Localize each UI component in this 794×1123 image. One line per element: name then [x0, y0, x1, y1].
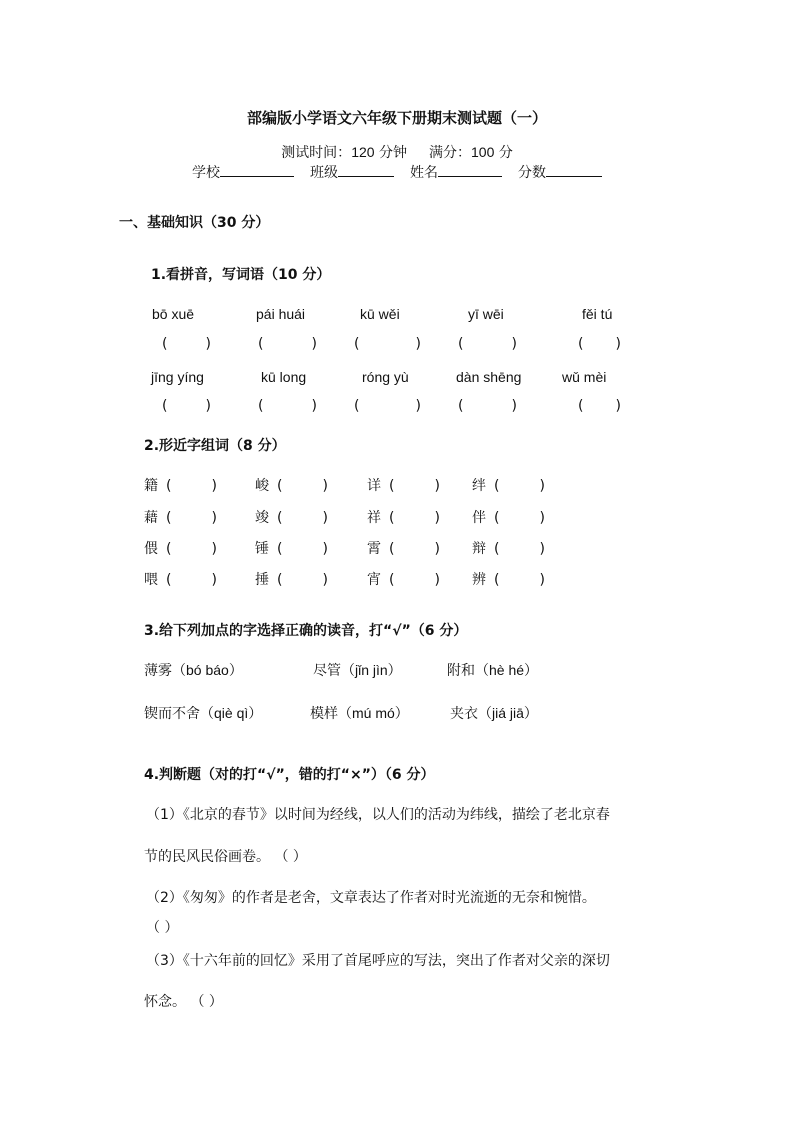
similar-char: 辨 [472, 572, 486, 588]
close-paren: ) [211, 541, 217, 557]
open-paren: ( [389, 510, 395, 526]
close-paren: ) [539, 541, 545, 557]
close-paren: ) [434, 572, 440, 588]
similar-char: 峻 [255, 478, 269, 494]
similar-char: 宵 [367, 572, 381, 588]
similar-char-item[interactable] [255, 569, 328, 589]
reading-options[interactable]: （bó báo） [172, 662, 243, 678]
similar-char-item[interactable] [472, 507, 545, 527]
judgment-item-3: （3）《十六年前的回忆》采用了首尾呼应的写法，突出了作者对父亲的深切 [146, 953, 610, 969]
similar-char-item[interactable] [255, 475, 328, 495]
close-paren: ) [211, 510, 217, 526]
pinyin-item: fěi tú [582, 306, 613, 322]
similar-char: 辩 [472, 541, 486, 557]
similar-char: 偎 [144, 541, 158, 557]
similar-char: 藉 [144, 510, 158, 526]
similar-char-item[interactable] [144, 507, 217, 527]
reading-choice-item: 夹衣（jiá jiā） [450, 705, 538, 722]
time-label: 测试时间： [281, 145, 352, 161]
judgment-item-3-cont[interactable]: 怀念。 （ ） [144, 994, 223, 1010]
similar-char: 霄 [367, 541, 381, 557]
close-paren: ) [322, 541, 328, 557]
close-paren: ) [539, 510, 545, 526]
close-paren: ) [211, 572, 217, 588]
similar-char: 竣 [255, 510, 269, 526]
similar-char-item[interactable] [255, 538, 328, 558]
section-heading-basic: 一、基础知识（30 分） [119, 215, 270, 231]
judgment-item-2: （2）《匆匆》的作者是老舍，文章表达了作者对时光流逝的无奈和惋惜。 [146, 890, 596, 906]
pinyin-item: pái huái [256, 306, 306, 322]
reading-choice-item: 尽管（jǐn jìn） [313, 662, 402, 679]
q1-heading: 1.看拼音，写词语（10 分） [151, 267, 331, 283]
open-paren: ( [277, 478, 283, 494]
name-label: 姓名 [410, 165, 438, 181]
open-paren: ( [277, 572, 283, 588]
similar-char-item[interactable] [367, 538, 440, 558]
open-paren: ( [166, 478, 172, 494]
open-paren: ( [389, 478, 395, 494]
answer-blank[interactable]: ( ) [354, 398, 421, 414]
pinyin-item: jīng yíng [151, 369, 204, 385]
reading-options[interactable]: （hè hé） [475, 662, 539, 678]
close-paren: ) [322, 478, 328, 494]
answer-blank[interactable]: ( ) [458, 398, 517, 414]
close-paren: ) [322, 510, 328, 526]
score-blank[interactable] [546, 162, 602, 177]
judgment-item-1-cont[interactable]: 节的民风民俗画卷。 （ ） [144, 849, 307, 865]
close-paren: ) [434, 510, 440, 526]
similar-char-item[interactable] [472, 475, 545, 495]
similar-char: 喂 [144, 572, 158, 588]
answer-blank[interactable]: ( ) [258, 398, 317, 414]
similar-char: 锤 [255, 541, 269, 557]
similar-char-item[interactable] [472, 538, 545, 558]
judgment-item-2-cont[interactable]: （ ） [146, 920, 179, 936]
similar-char-item[interactable] [367, 569, 440, 589]
reading-choice-item: 附和（hè hé） [447, 662, 539, 679]
pinyin-item: dàn shēng [456, 369, 522, 385]
open-paren: ( [494, 541, 500, 557]
similar-char-item[interactable] [255, 507, 328, 527]
answer-blank[interactable]: ( ) [162, 398, 211, 414]
score-label: 满分： [429, 145, 471, 161]
q2-heading: 2.形近字组词（8 分） [144, 438, 286, 454]
score-unit: 分 [498, 145, 513, 161]
open-paren: ( [166, 510, 172, 526]
name-blank[interactable] [438, 162, 502, 177]
pinyin-item: róng yù [362, 369, 409, 385]
similar-char-item[interactable] [367, 475, 440, 495]
open-paren: ( [166, 541, 172, 557]
reading-options[interactable]: （jiá jiā） [478, 705, 538, 721]
reading-choice-item: 薄雾（bó báo） [144, 662, 243, 679]
close-paren: ) [434, 541, 440, 557]
score-value: 100 [471, 144, 495, 160]
pinyin-item: kū long [261, 369, 307, 385]
similar-char: 绊 [472, 478, 486, 494]
similar-char: 祥 [367, 510, 381, 526]
time-unit: 分钟 [379, 145, 407, 161]
reading-choice-item: 锲而不舍（qiè qì） [144, 705, 263, 722]
open-paren: ( [277, 510, 283, 526]
close-paren: ) [539, 572, 545, 588]
answer-blank[interactable]: ( ) [258, 336, 317, 352]
pinyin-item: wǔ mèi [562, 369, 607, 385]
reading-options[interactable]: （qiè qì） [200, 705, 263, 721]
pinyin-item: bō xuē [152, 306, 195, 322]
time-value: 120 [351, 144, 375, 160]
q4-heading: 4.判断题（对的打“√”，错的打“×”）（6 分） [144, 767, 435, 783]
school-blank[interactable] [220, 162, 294, 177]
open-paren: ( [494, 478, 500, 494]
similar-char-item[interactable] [144, 538, 217, 558]
reading-choice-item: 模样（mú mó） [310, 705, 409, 722]
score-field-label: 分数 [518, 165, 546, 181]
close-paren: ) [211, 478, 217, 494]
answer-blank[interactable]: ( ) [162, 336, 211, 352]
pinyin-item: kū wěi [360, 306, 400, 322]
open-paren: ( [389, 541, 395, 557]
class-label: 班级 [310, 165, 338, 181]
student-fields [0, 162, 794, 182]
answer-blank[interactable]: ( ) [354, 336, 421, 352]
pinyin-item: yī wēi [468, 306, 504, 322]
similar-char: 捶 [255, 572, 269, 588]
answer-blank[interactable]: ( ) [578, 398, 621, 414]
similar-char-item[interactable] [472, 569, 545, 589]
reading-options[interactable]: （jǐn jìn） [341, 662, 402, 678]
open-paren: ( [494, 572, 500, 588]
q3-heading: 3.给下列加点的字选择正确的读音，打“√”（6 分） [144, 623, 468, 639]
school-label: 学校 [192, 165, 220, 181]
open-paren: ( [166, 572, 172, 588]
answer-blank[interactable]: ( ) [578, 336, 621, 352]
open-paren: ( [389, 572, 395, 588]
similar-char-item[interactable] [144, 569, 217, 589]
close-paren: ) [434, 478, 440, 494]
similar-char: 籍 [144, 478, 158, 494]
reading-options[interactable]: （mú mó） [338, 705, 409, 721]
similar-char: 详 [367, 478, 381, 494]
page-title: 部编版小学语文六年级下册期末测试题（一） [246, 109, 547, 127]
close-paren: ) [539, 478, 545, 494]
answer-blank[interactable]: ( ) [458, 336, 517, 352]
open-paren: ( [494, 510, 500, 526]
open-paren: ( [277, 541, 283, 557]
similar-char-item[interactable] [144, 475, 217, 495]
similar-char: 伴 [472, 510, 486, 526]
judgment-item-1: （1）《北京的春节》以时间为经线，以人们的活动为纬线，描绘了老北京春 [146, 807, 610, 823]
class-blank[interactable] [338, 162, 394, 177]
close-paren: ) [322, 572, 328, 588]
exam-info [0, 142, 794, 162]
similar-char-item[interactable] [367, 507, 440, 527]
